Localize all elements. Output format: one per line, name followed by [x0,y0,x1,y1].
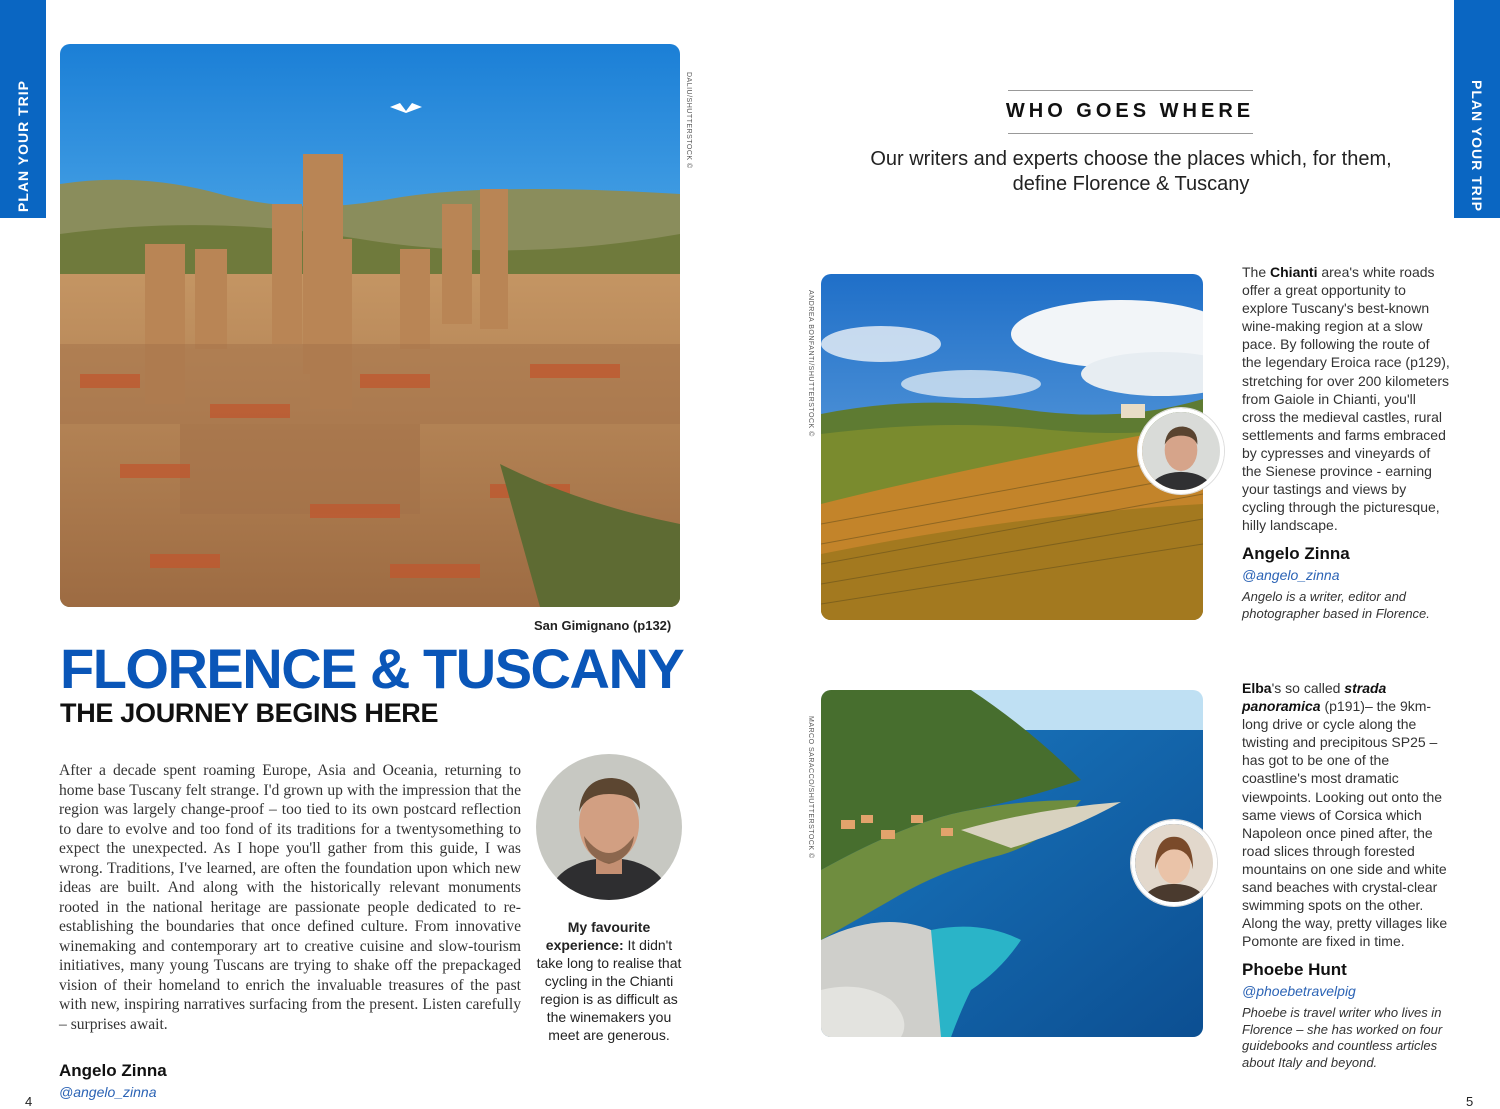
chianti-blurb [1242,263,1452,534]
road-name: strada panoramica [1242,680,1387,715]
plan-your-trip-tab-left [0,0,46,218]
author-name: Phoebe Hunt [1242,960,1347,979]
page-number-right: 5 [1466,1094,1474,1109]
author-portrait [536,754,682,900]
favourite-experience [534,918,684,1044]
plan-your-trip-tab-right [1454,0,1500,218]
favourite-text: It didn't take long to realise that cycling in the Chianti region is as difficult as the winemakers you meet are generous. [536,937,682,1043]
san-gimignano-photo [60,44,680,607]
author-name: Angelo Zinna [59,1061,167,1080]
blurb-text: 's so called [1271,680,1345,696]
photo-caption: San Gimignano (p132) [534,618,672,633]
section-subtitle: Our writers and experts choose the places which, for them, define Florence & Tuscany [870,148,1392,195]
elba-blurb [1242,679,1452,950]
place-name: Elba [1242,680,1272,696]
blurb-text: area's white roads offer a great opportunity to explore Tuscany's best-known wine-making region at a slow pace. By following the route of the legendary Eroica race (p129), stretching for over 200 kilometers from Gaiole in Chianti, you'll cross the medieval castles, rural settlements and farms embraced by cypresses and vineyards of the Sienese province - earning your tastings and views by cycling through the picturesque, hilly landscape. [1242,264,1450,534]
photo-credit: MARCO SARACCO/SHUTTERSTOCK © [807,716,814,859]
page-number-left: 4 [25,1094,33,1109]
author-bio: Phoebe is travel writer who lives in Florence – she has worked on four guidebooks and countless articles about Italy and beyond. [1242,1005,1443,1070]
favourite-label: My favourite experience: [545,919,651,953]
photo-credit: DALIU/SHUTTERSTOCK © [685,72,692,169]
place-name: Chianti [1270,264,1318,280]
page-subtitle: THE JOURNEY BEGINS HERE [60,698,439,728]
plan-your-trip-label: PLAN YOUR TRIP [15,80,31,212]
page-title: FLORENCE & TUSCANY [60,637,684,700]
blurb-text: (p191)– the 9km-long drive or cycle along the twisting and precipitous SP25 – has got to be one of the coastline's most dramatic viewpoints. Looking out onto the same views of Corsica which Napoleon once pined after, the road slices through forested mountains on one side and white sand beaches with crystal-clear swimming spots on the other. Along the way, pretty villages like Pomonte are fixed in time. [1242,698,1448,950]
divider-bottom [1008,133,1253,134]
blurb-text: The [1242,264,1271,280]
author-handle[interactable]: @angelo_zinna [59,1084,157,1100]
author-handle[interactable]: @phoebetravelpig [1242,983,1356,999]
section-title: WHO GOES WHERE [1005,100,1255,122]
divider-top [1008,90,1253,91]
intro-text: After a decade spent roaming Europe, Asia and Oceania, returning to home base Tuscany felt strange. I'd grown up with the impression that the region was largely change-proof – too tied to its own postcard reflection to dare to evolve and too fond of its traditions for a twentysomething to expect the unexpected. As I hope you'll gather from this guide, I was wrong. Traditions, I've learned, are often the foundation upon which new ideas are built. And along with the historically relevant monuments rooted in the national heritage are passionate people dedicated to re-establishing the boundaries that once defined culture. From innovative winemaking and contemporary art to creative cuisine and slow-tourism initiatives, many young Tuscans are trying to shake off the prepackaged vision of their homeland to enrich the invaluable treasures of the past with new, inspiring narratives surfacing from the present. Listen carefully – surprises await. [59,762,521,1033]
author-name: Angelo Zinna [1242,544,1350,563]
author-portrait [1138,408,1224,494]
plan-your-trip-label: PLAN YOUR TRIP [1469,80,1485,212]
author-bio: Angelo is a writer, editor and photographer based in Florence. [1242,589,1430,621]
author-handle[interactable]: @angelo_zinna [1242,567,1340,583]
author-portrait [1131,820,1217,906]
photo-credit: ANDREA BONFANTI/SHUTTERSTOCK © [807,290,814,437]
